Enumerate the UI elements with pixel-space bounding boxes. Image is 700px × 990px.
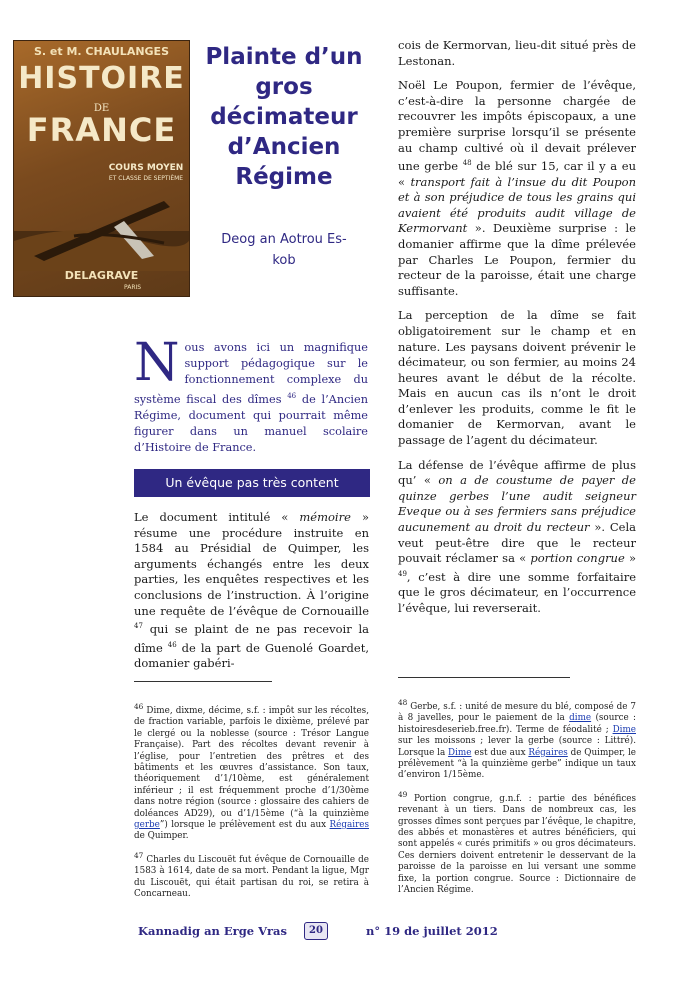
drop-cap: N (134, 333, 180, 393)
body-paragraph: La perception de la dîme se fait obligatoirement sur le champ et en nature. Les paysans doivent prévenir le décimateur, ou son fermier, au moins 24 heures avant le début de la récolte. Mais en aucun cas ils n’ont le droit d’enlever les produits, comme le fit le domanier de Kermorvan, avant le passage de l’agent du décimateur. (398, 308, 636, 448)
intro-paragraph (134, 333, 368, 456)
body-paragraph: cois de Kermorvan, lieu-dit situé près de Lestonan. (398, 38, 636, 68)
body-paragraph (398, 458, 636, 617)
title-line: gros (255, 74, 313, 100)
text-run: sur les moissons ; lever la gerbe (source : Littré). Lorsque la (398, 736, 636, 758)
text-run: de la part de Guenolé Goardet, domanier gabéri- (134, 640, 369, 670)
footnote-number: 47 (134, 850, 144, 860)
text-run: ». Cela veut peut-être dire que le recteur pouvait réclamer sa « (398, 520, 636, 566)
footnotes-right (398, 697, 636, 903)
text-run: ». Deuxième surprise : le domanier affirme que la dîme prélevée par Charles Le Poupon, fermier du recteur de la paroisse, était une charge suffisante. (398, 221, 636, 298)
footnote-link[interactable]: Dime (612, 724, 636, 735)
footnote-divider (134, 681, 272, 682)
text-run: , c’est à dire une somme forfaitaire que le gros décimateur, en l’occurrence l’évêque, lui reverserait. (398, 569, 636, 615)
footnote-47 (134, 850, 369, 901)
text-run: est due aux (471, 747, 529, 758)
article-author (198, 229, 370, 271)
cover-authors: S. et M. CHAULANGES (33, 45, 169, 58)
footnote-number: 49 (398, 789, 408, 799)
footnote-link[interactable]: dime (569, 713, 592, 724)
cover-title-histoire: HISTOIRE (18, 61, 185, 96)
text-run: Noël Le Poupon, fermier de l’évêque, c’est-à-dire la personne chargée de recouvrer les impôts épiscopaux, a une première surprise lorsqu’il se présente au champ cultivé où il devait prélever une gerbe (398, 78, 636, 173)
cover-title-france: FRANCE (26, 111, 177, 149)
intro-text: ous avons ici un magnifique support pédagogique sur le fonctionnement complexe du système fiscal des dîmes (134, 341, 368, 406)
text-run: de Quimper, le prélèvement “à la quinzième gerbe” indique un taux d’environ 1/15ème. (398, 747, 636, 781)
body-paragraph (398, 78, 636, 299)
footnote-link[interactable]: Dime (448, 747, 472, 758)
footnote-divider (398, 677, 570, 678)
intro-text: de l’Ancien Régime, document qui pourrait même figurer dans un manuel scolaire d’Histoire de France. (134, 392, 368, 454)
title-line: décimateur (210, 104, 358, 130)
text-run: » (624, 551, 636, 566)
cover-course-sub: ET CLASSE DE SEPTIÈME (108, 175, 184, 182)
footnote-46 (134, 701, 369, 843)
footnote-ref[interactable]: 47 (134, 622, 143, 631)
title-line: Régime (235, 164, 333, 190)
text-run: Dime, dixme, décime, s.f. : impôt sur les récoltes, de fraction variable, parfois le dixième, prélevé par le clergé ou la noblesse (source : Trésor Langue Française). Part des récoltes devant revenir à l’église, pour l’entretien des prêtres et des bâtiments et les œuvres d’assistance. Son taux, théoriquement d’1/10ème, est généralement inférieur ; il est fréquemment proche d’1/30ème dans notre région (source : glossaire des cahiers de doléances AD29), ou d’1/15ème (“à la quinzième (134, 705, 369, 819)
author-line: Deog an Aotrou Es- (221, 232, 347, 247)
text-run-italic: on a de coustume de payer de quinze gerbes l’une audit seigneur Eveque ou à ses fermiers sans préjudice aucunement au droit du recteur (398, 473, 636, 535)
issue-date: n° 19 de juillet 2012 (366, 924, 498, 938)
book-cover-image (13, 40, 190, 297)
text-run: Portion congrue, g.n.f. : partie des bénéfices revenant à un tiers. Dans de nombreux cas, les grosses dîmes sont perçues par l’évêque, le chapitre, des abbés et monastères et autres bénéficiers, qui sont appelés « curés primitifs » ou gros décimateurs. Ces derniers doivent entretenir le desservant de la paroisse de la paroisse en lui versant une somme fixe, la portion congrue. Source : Dictionnaire de l’Ancien Régime. (398, 793, 636, 895)
cover-city: PARIS (124, 284, 142, 291)
text-run: de blé sur 15, car il y a eu « (398, 158, 636, 189)
footnote-link[interactable]: Régaires (528, 747, 568, 758)
text-run: ”) lorsque le prélèvement est du aux (159, 819, 330, 830)
body-column-right (398, 38, 636, 625)
text-run: qui se plaint de ne pas recevoir la dîme (134, 621, 369, 655)
text-run-italic: transport fait à l’insue du dit Poupon et à son préjudice de tous les grains qui avaient été produits audit village de Kermorvant (398, 174, 636, 236)
title-line: Plainte d’un (205, 44, 363, 70)
text-run: de Quimper. (134, 831, 189, 842)
footnote-number: 46 (134, 702, 144, 711)
footnote-ref[interactable]: 46 (167, 640, 177, 649)
footnote-number: 48 (398, 698, 408, 707)
section-heading: Un évêque pas très content (134, 469, 370, 497)
footnote-link[interactable]: gerbe (134, 819, 160, 830)
footnote-48 (398, 697, 636, 782)
text-run: Gerbe, s.f. : unité de mesure du blé, composé de 7 à 8 javelles, pour le paiement de la (398, 701, 636, 724)
text-run: La défense de l’évêque affirme de plus qu’ « (398, 457, 636, 488)
cover-course: COURS MOYEN (108, 163, 184, 173)
journal-name: Kannadig an Erge Vras (138, 924, 287, 938)
footnote-ref[interactable]: 48 (462, 159, 472, 168)
footnote-ref[interactable]: 46 (287, 392, 297, 400)
text-run-italic: portion congrue (530, 551, 625, 566)
title-line: d’Ancien (227, 134, 341, 160)
footnote-ref[interactable]: 49 (398, 569, 407, 578)
page-footer (134, 922, 504, 940)
footnote-49 (398, 789, 636, 897)
author-line: kob (272, 253, 296, 268)
body-paragraph (134, 510, 369, 672)
text-run: Le document intitulé « (134, 510, 300, 524)
text-run: (source : histoiresdeserieb.free.fr). Terme de féodalité ; (398, 713, 636, 735)
text-run-italic: mémoire (299, 510, 351, 524)
body-column-left (134, 510, 369, 681)
cover-title-de: DE (93, 103, 110, 114)
text-run: Charles du Liscouët fut évêque de Cornouaille de 1583 à 1614, date de sa mort. Pendant la ligue, Mgr du Liscouët, qui était partisan du roi, se retira à Concarneau. (134, 854, 369, 899)
article-title (200, 42, 368, 192)
page-number: 20 (304, 922, 328, 940)
text-run: » résume une procédure instruite en 1584 au Présidial de Quimper, les arguments échangés entre les deux parties, les enquêtes respectives et les conclusions de l’instruction. À l’origine une requête de l’évêque de Cornouaille (134, 510, 369, 618)
footnote-link[interactable]: Régaires (329, 819, 369, 830)
footnotes-left (134, 701, 369, 907)
cover-publisher: DELAGRAVE (64, 269, 139, 282)
